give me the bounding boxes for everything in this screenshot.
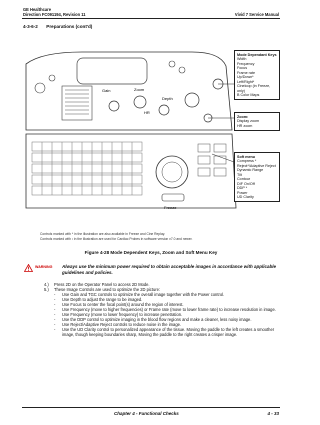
bullet-text: Use the UD Clarity control to personalized appearance of the tissue. Moving the paddle to the left creates a smoother image, though keeping boundaries sharp, Moving the paddle to the right creates a crisper image. (62, 327, 275, 337)
section-heading (23, 24, 92, 29)
company-name: GE Healthcare (23, 7, 51, 12)
zoom-label: Zoom (134, 87, 145, 92)
mode-dependant-keys-callout (234, 50, 280, 100)
chapter-title: Chapter 4 - Functional Checks (114, 411, 179, 416)
section-number: 4-3-6-2 (23, 24, 38, 29)
zoom-callout-title: Zoom: (237, 114, 249, 119)
soft-menu-item: Contour (237, 177, 251, 181)
bullet-item: - Use Focus to center the focal point(s) around the region of interest. (54, 302, 184, 307)
bullet-text: Use Reject/Adaptive Reject controls to reduce noise in the image. (62, 322, 182, 327)
mode-key-item: Frequency (237, 61, 255, 66)
bullet-text: Use Frequency (move to lower frequency) to increase penetration. (62, 312, 183, 317)
soft-menu-item: Power (237, 190, 248, 195)
bullet-text: Use the DDP control to optimize imaging in the blood flow regions and make a cleaner, less noisy image. (62, 317, 252, 322)
soft-menu-item: DDP * (237, 186, 248, 190)
operator-panel-figure (22, 44, 280, 294)
mode-key-item: Frame rate (237, 70, 256, 75)
bullet-item: - Use the UD Clarity control to personalized appearance of the tissue. Moving the paddle to the left creates a smoother image, though keeping boundaries sharp, Moving the paddle to the right creates a crisper image. (54, 327, 275, 337)
step-text: These Image Controls are used to optimize the 2D picture: (54, 287, 161, 292)
freeze-label: Freeze (164, 205, 177, 210)
bullet-item: - Use Reject/Adaptive Reject controls to reduce noise in the image. (54, 322, 182, 327)
bullet-item: - Use the DDP control to optimize imaging in the blood flow regions and make a cleaner, less noisy image. (54, 317, 252, 322)
bullet-text: Use Frequency (move to higher frequencies) or Frame rate (move to lower frame rate) to increase resolution in image. (62, 307, 276, 312)
soft-menu-item: Compress * (237, 159, 257, 163)
soft-menu-item: Dynamic Range (237, 168, 264, 172)
mode-keys-title: Mode Dependant Keys (237, 52, 277, 57)
bullet-item: - Use Frequency (move to higher frequencies) or Frame rate (move to lower frame rate) to increase resolution in image. (54, 307, 276, 312)
zoom-callout (234, 112, 280, 131)
zoom-item: HR zoom (237, 123, 253, 128)
bullet-item: - Use Depth to adjust the range to be imaged. (54, 297, 143, 302)
warning-text: Always use the minimum power required to obtain acceptable images in accordance with applicable guidelines and policies. (62, 264, 277, 275)
soft-menu-item: UD Clarity (237, 195, 254, 199)
manual-title: Vivid 7 Service Manual (234, 12, 279, 17)
step-text: Press 2D on the Operator Panel to access 2D Mode. (54, 282, 150, 287)
step-number: 5.) (44, 287, 49, 292)
page-number: 4 - 33 (267, 411, 279, 416)
mode-key-item: B Color Maps (237, 93, 260, 97)
bullet-text: Use Focus to center the focal point(s) around the region of interest. (62, 302, 184, 307)
mode-key-item: Left/Right* (237, 79, 255, 84)
soft-menu-item: DIF On/Off (237, 181, 255, 186)
mode-key-item: Focus (237, 66, 248, 70)
header-rule (22, 18, 280, 19)
soft-menu-callout (234, 152, 280, 202)
figure-caption: Figure 4-28 Mode Dependent Keys, Zoom and Soft Menu Key (84, 250, 218, 255)
bullet-text: Use Depth to adjust the range to be imaged. (62, 297, 143, 302)
document-direction: Direction FC091194, Revision 11 (23, 12, 86, 18)
bullet-item: - Use Frequency (move to lower frequency) to increase penetration. (54, 312, 183, 317)
footer-rule (22, 407, 280, 408)
zoom-item: Display zoom (237, 119, 260, 123)
mode-key-item: Cineloop (in Freeze, only) (237, 84, 271, 93)
soft-menu-item: Reject*/Adaptive Reject (237, 163, 276, 168)
soft-menu-item: Tilt (237, 172, 242, 177)
section-title: Preparations (cont'd) (46, 24, 93, 29)
warning-label: WARNING (35, 265, 53, 269)
mode-key-item: Up/Down* (237, 75, 254, 79)
procedure-steps (44, 282, 280, 337)
step-number: 4.) (44, 282, 49, 287)
figure-footnote: Controls marked with ¹ in the illustration are used for Cardiac Probes in software version v7.0 and newer. (40, 237, 193, 241)
mode-key-item: Width (237, 57, 247, 61)
soft-menu-title: Soft menu (237, 154, 256, 159)
running-header (23, 7, 86, 17)
gain-label: Gain (102, 88, 111, 93)
warning-icon (24, 264, 33, 272)
bullet-text: Use Gain and TGC controls to optimize the overall image together with the Power control. (62, 292, 225, 297)
figure-footnote: Controls marked with * in the illustration are also available in Freeze and Cine Replay. (40, 232, 166, 236)
bullet-item: - Use Gain and TGC controls to optimize the overall image together with the Power control. (54, 292, 225, 297)
depth-label: Depth (162, 96, 173, 101)
hr-label: HR (144, 110, 150, 115)
